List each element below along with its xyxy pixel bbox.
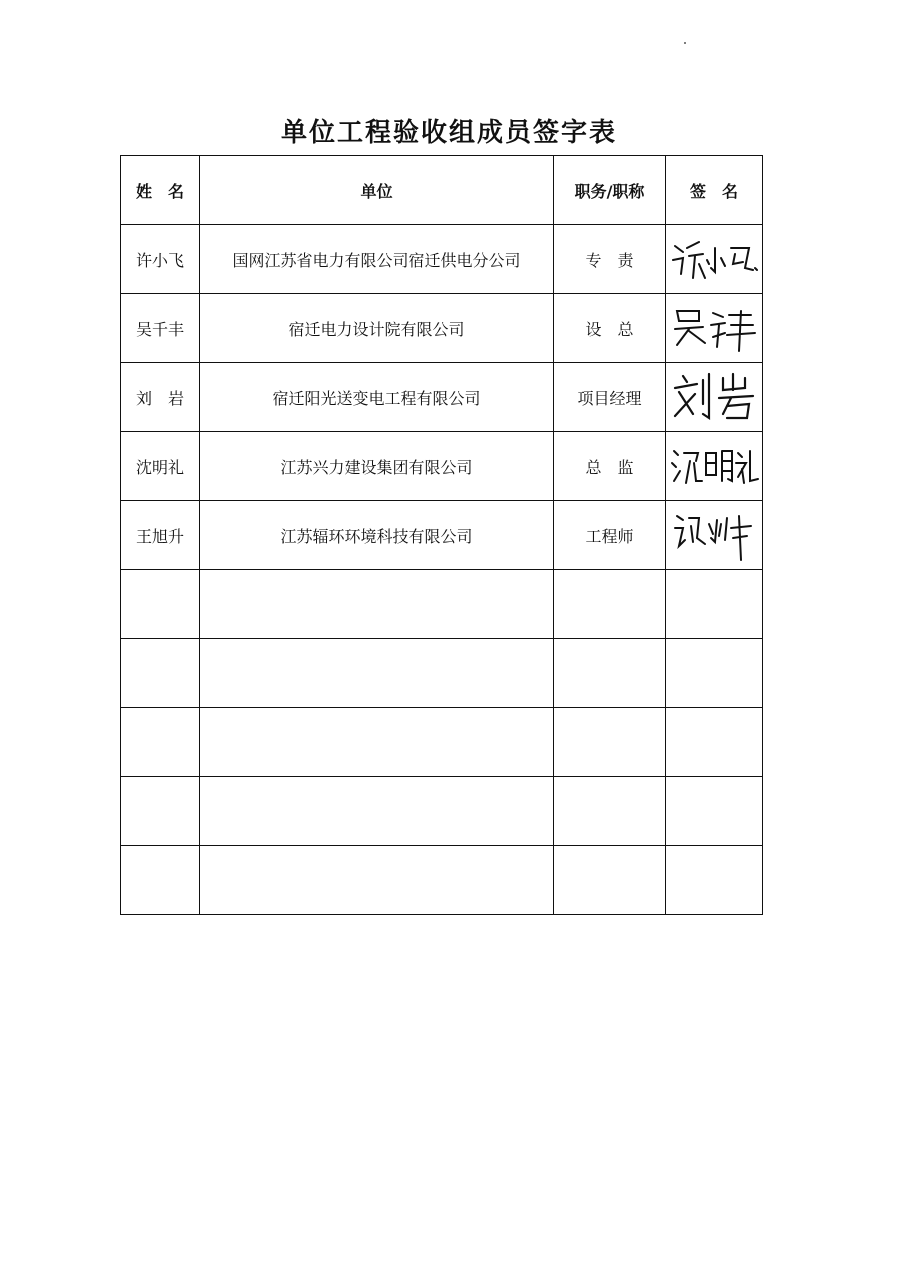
empty-cell — [200, 639, 554, 708]
member-unit: 国网江苏省电力有限公司宿迁供电分公司 — [200, 225, 554, 294]
table-row — [121, 570, 763, 639]
empty-cell — [121, 708, 200, 777]
signature-cell — [666, 501, 763, 570]
empty-cell — [666, 846, 763, 915]
handwritten-signature — [669, 303, 759, 353]
header-name: 姓 名 — [121, 156, 200, 225]
member-position: 设 总 — [554, 294, 666, 363]
member-name: 王旭升 — [121, 501, 200, 570]
member-name: 沈明礼 — [121, 432, 200, 501]
table-row — [121, 708, 763, 777]
empty-cell — [200, 708, 554, 777]
signature-cell — [666, 363, 763, 432]
table-row — [121, 777, 763, 846]
scan-speck — [684, 42, 686, 44]
header-unit: 单位 — [200, 156, 554, 225]
empty-cell — [554, 777, 666, 846]
handwritten-signature — [668, 441, 760, 491]
table-row — [121, 294, 763, 363]
member-position: 专 责 — [554, 225, 666, 294]
member-unit: 江苏兴力建设集团有限公司 — [200, 432, 554, 501]
empty-cell — [554, 639, 666, 708]
table-row — [121, 225, 763, 294]
handwritten-signature — [669, 234, 759, 284]
empty-cell — [121, 639, 200, 708]
header-signature: 签 名 — [666, 156, 763, 225]
table-row — [121, 501, 763, 570]
table-row — [121, 432, 763, 501]
empty-cell — [666, 777, 763, 846]
member-name: 吴千丰 — [121, 294, 200, 363]
page-title: 单位工程验收组成员签字表 — [280, 118, 617, 148]
empty-cell — [554, 570, 666, 639]
empty-cell — [554, 708, 666, 777]
signature-cell — [666, 294, 763, 363]
signature-cell — [666, 225, 763, 294]
handwritten-signature — [671, 508, 757, 562]
empty-cell — [666, 639, 763, 708]
empty-cell — [554, 846, 666, 915]
handwritten-signature — [669, 370, 759, 424]
member-unit: 宿迁阳光送变电工程有限公司 — [200, 363, 554, 432]
member-name: 许小飞 — [121, 225, 200, 294]
header-row — [121, 156, 763, 225]
signature-table — [120, 155, 763, 915]
empty-cell — [666, 570, 763, 639]
table-row — [121, 639, 763, 708]
member-name: 刘 岩 — [121, 363, 200, 432]
empty-cell — [200, 846, 554, 915]
member-unit: 江苏辐环环境科技有限公司 — [200, 501, 554, 570]
member-position: 工程师 — [554, 501, 666, 570]
empty-cell — [200, 570, 554, 639]
member-position: 总 监 — [554, 432, 666, 501]
header-position: 职务/职称 — [554, 156, 666, 225]
empty-cell — [200, 777, 554, 846]
empty-cell — [121, 846, 200, 915]
table-row — [121, 363, 763, 432]
member-position: 项目经理 — [554, 363, 666, 432]
member-unit: 宿迁电力设计院有限公司 — [200, 294, 554, 363]
empty-cell — [666, 708, 763, 777]
empty-cell — [121, 570, 200, 639]
signature-cell — [666, 432, 763, 501]
empty-cell — [121, 777, 200, 846]
table-row — [121, 846, 763, 915]
